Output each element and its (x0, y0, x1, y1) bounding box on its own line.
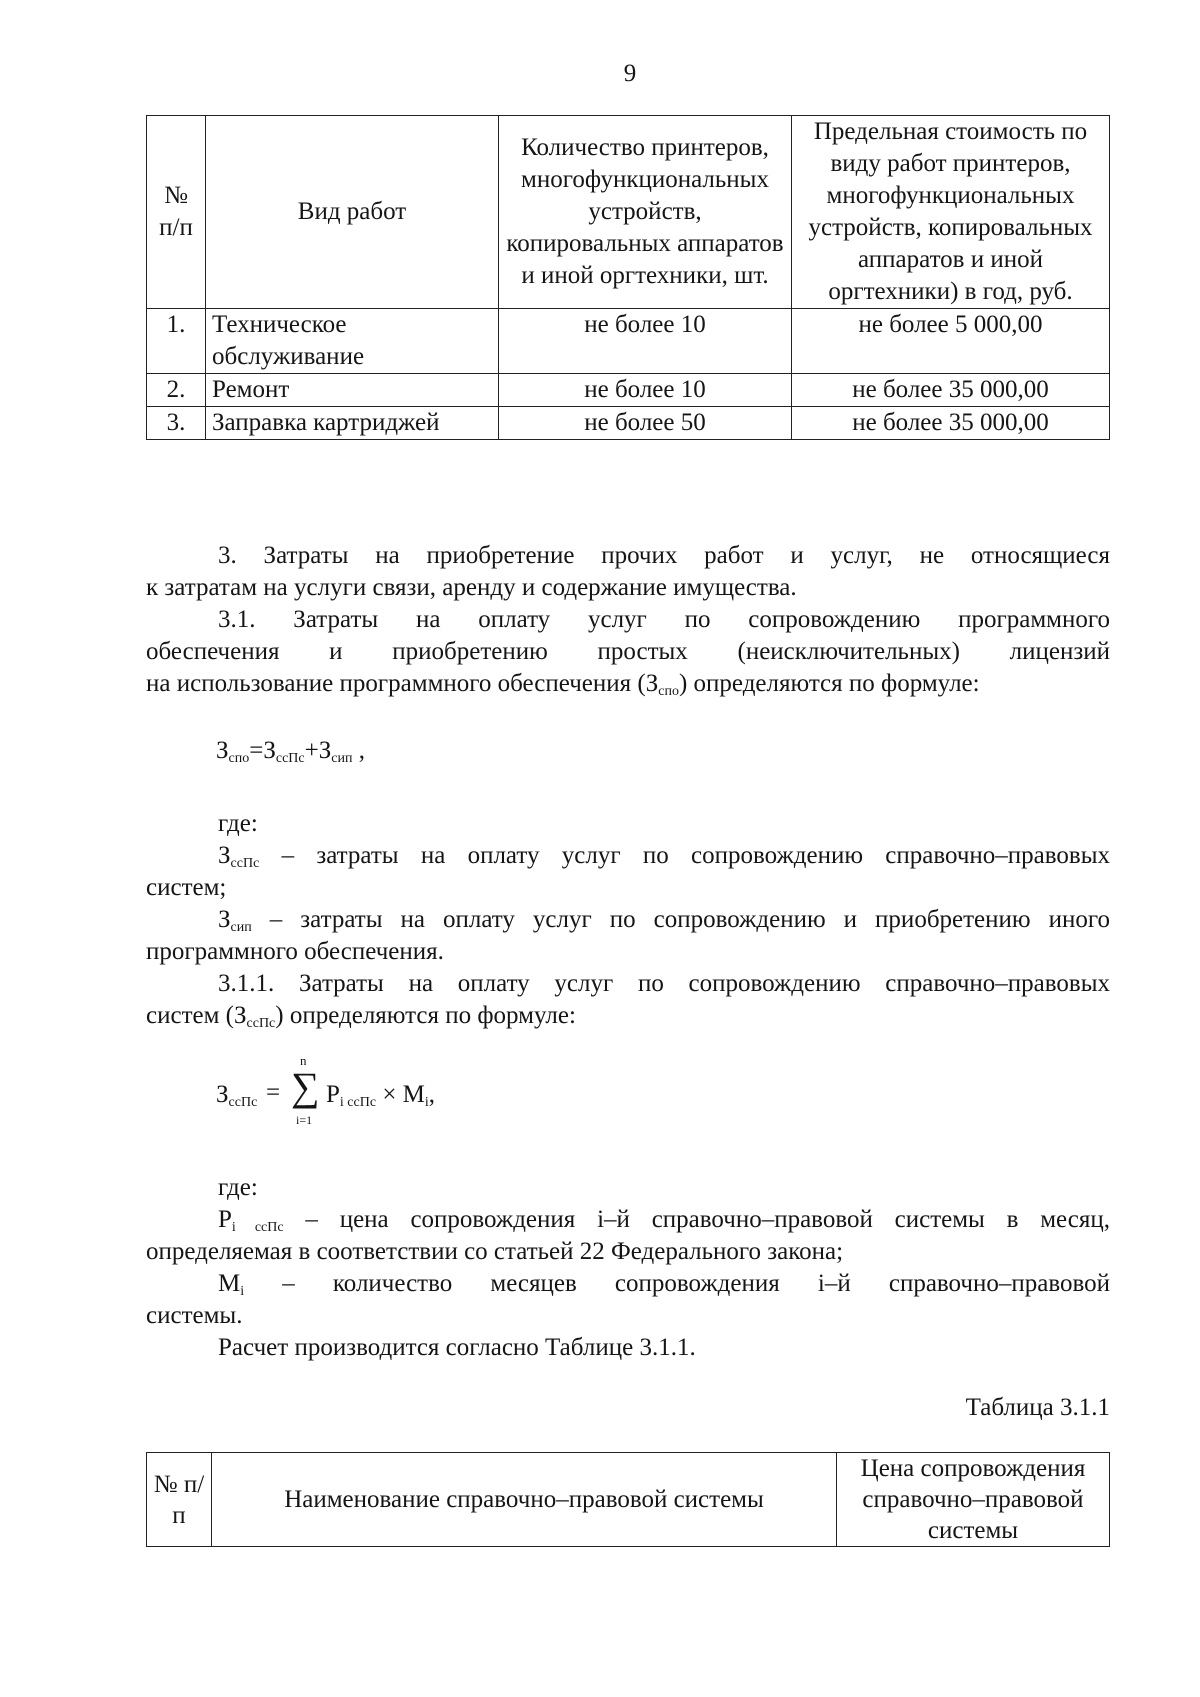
sigma-symbol: ∑ (291, 1064, 320, 1109)
header-work-type: Вид работ (206, 116, 499, 309)
formula-eq: = (266, 1079, 281, 1106)
page-number: 9 (623, 60, 637, 87)
row-price: не более 35 000,00 (792, 407, 1110, 440)
table-printer-works (146, 115, 1110, 440)
header-system-name: Наименование справочно–правовой системы (212, 1453, 837, 1547)
row-work: Ремонт (206, 374, 499, 407)
section-3-1-1-line2: систем $(З_{ссПс})$ определяются по формуле: (146, 1002, 576, 1031)
definition-m-line2: системы. (146, 1302, 243, 1329)
row-work: Техническое обслуживание (206, 309, 499, 374)
table-row (147, 374, 1110, 407)
table-header-row (147, 1453, 1110, 1547)
row-work: Заправка картриджей (206, 407, 499, 440)
header-num: № п/п (147, 116, 206, 309)
section-3-line1: 3. Затраты на приобретение прочих работ и услуг, не относящиеся (218, 542, 1110, 569)
sum-lower-limit: i=1 (296, 1113, 313, 1127)
row-qty: не более 50 (499, 407, 792, 440)
table-legal-systems (146, 1452, 1110, 1547)
section-3-1-line3: на использование программного обеспечения $(З_{спо})$ определяются по формуле: (146, 670, 980, 699)
definition-p-line2: определяемая в соответствии со статьей 22 Федерального закона; (146, 1238, 844, 1265)
header-price-limit: Предельная стоимость по виду работ принтеров, многофункциональных устройств, копировальных аппаратов и иной оргтехники) в год, руб. (792, 116, 1110, 309)
sum-upper-limit: n (300, 1053, 307, 1068)
formula-body: $P_{i ссПс} \times M_i$, (326, 1081, 436, 1110)
formula-zsps-sum (216, 1055, 476, 1125)
formula-spo: $З_{спо}=З_{ссПс}+З_{сип}$ , (216, 737, 365, 766)
header-num: № п/п (147, 1453, 212, 1547)
header-support-price: Цена сопровождения справочно–правовой системы (837, 1453, 1110, 1547)
definition-zsps-line1: $З_{ссПс}$ – затраты на оплату услуг по сопровождению справочно–правовых (218, 842, 1110, 871)
row-price: не более 5 000,00 (792, 309, 1110, 374)
row-qty: не более 10 (499, 309, 792, 374)
definition-p-line1: $P_{i ссПс}$ – цена сопровождения i–й справочно–правовой системы в месяц, (218, 1206, 1110, 1235)
section-3-line2: к затратам на услуги связи, аренду и содержание имущества. (146, 574, 797, 601)
section-3-1-line2: обеспечения и приобретению простых (неисключительных) лицензий (146, 638, 1110, 665)
where-label-2: где: (218, 1174, 258, 1201)
section-3-1-1-line1: 3.1.1. Затраты на оплату услуг по сопровождению справочно–правовых (218, 970, 1110, 997)
row-num: 1. (147, 309, 206, 374)
row-num: 2. (147, 374, 206, 407)
row-num: 3. (147, 407, 206, 440)
header-quantity: Количество принтеров, многофункциональных устройств, копировальных аппаратов и иной оргтехники, шт. (499, 116, 792, 309)
table-header-row (147, 116, 1110, 309)
definition-zsip-line1: $З_{сип}$ – затраты на оплату услуг по сопровождению и приобретению иного (218, 906, 1110, 935)
definition-m-line1: $M_i$ – количество месяцев сопровождения i–й справочно–правовой (218, 1270, 1110, 1299)
row-price: не более 35 000,00 (792, 374, 1110, 407)
formula-z: $З_{ссПс}$ (216, 1081, 258, 1110)
table-row (147, 407, 1110, 440)
section-3-1-line1: 3.1. Затраты на оплату услуг по сопровождению программного (218, 606, 1110, 633)
row-qty: не более 10 (499, 374, 792, 407)
definition-zsps-line2: систем; (146, 874, 227, 901)
calc-reference: Расчет производится согласно Таблице 3.1.1. (218, 1334, 696, 1361)
table-caption: Таблица 3.1.1 (965, 1394, 1110, 1421)
table-row (147, 309, 1110, 374)
definition-zsip-line2: программного обеспечения. (146, 938, 444, 965)
where-label: где: (218, 810, 258, 837)
